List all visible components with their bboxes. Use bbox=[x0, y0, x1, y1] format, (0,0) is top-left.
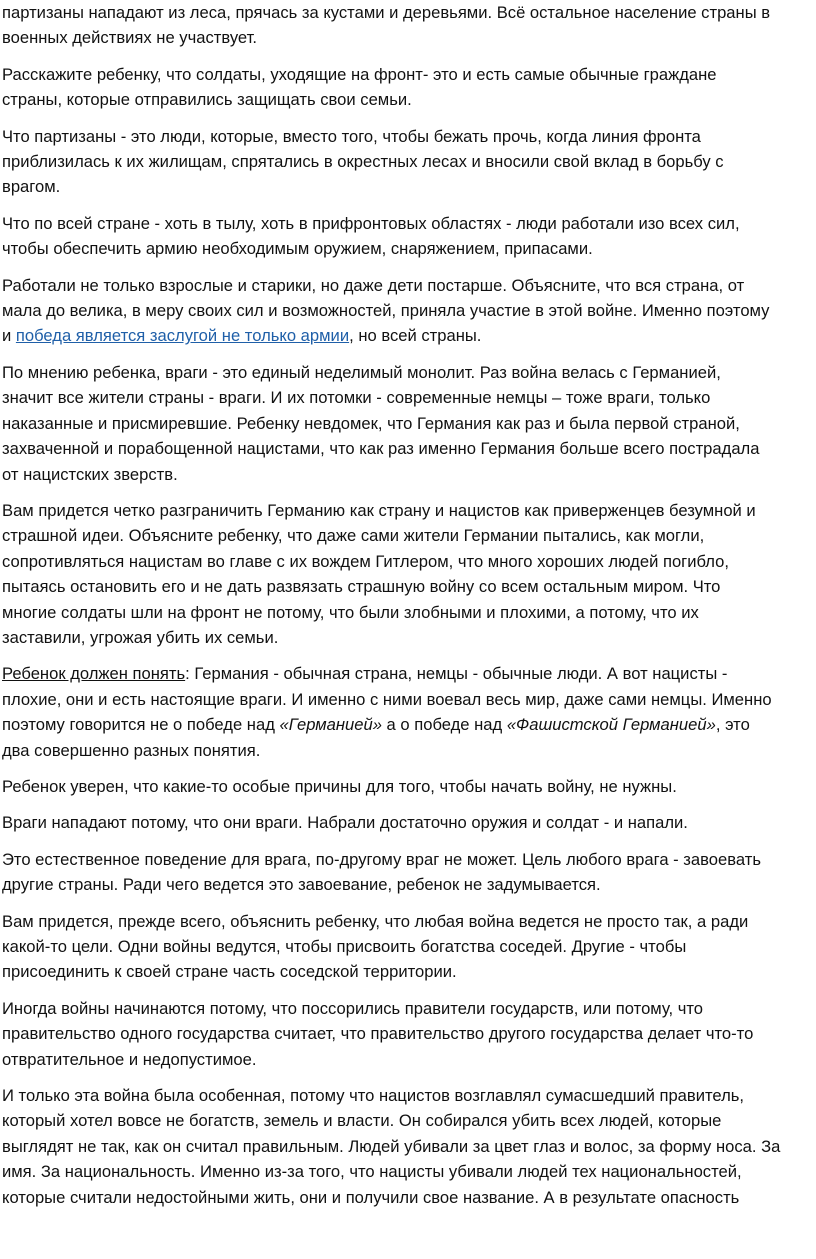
text-fragment: поэтому говорится не о победе над bbox=[2, 715, 280, 735]
text-line: многие солдаты шли на фронт не потому, что были злобными и плохими, а потому, что их bbox=[2, 602, 699, 622]
text-line: партизаны нападают из леса, прячась за кустами и деревьями. Всё остальное население страны в bbox=[2, 3, 771, 22]
text-line: военных действиях не участвует. bbox=[2, 28, 257, 48]
text-line: чтобы обеспечить армию необходимым оружием, снаряжением, припасами. bbox=[2, 239, 593, 259]
victory-link[interactable]: победа является заслугой не только армии bbox=[15, 326, 350, 346]
text-fragment: а о победе над bbox=[381, 715, 507, 735]
paragraph-6 bbox=[2, 360, 816, 487]
text-line: Иногда войны начинаются потому, что поссорились правители государств, или потому, что bbox=[2, 998, 704, 1018]
text-line: отвратительное и недопустимое. bbox=[2, 1049, 257, 1069]
text-line: Расскажите ребенку, что солдаты, уходящие на фронт- это и есть самые обычные граждане bbox=[2, 64, 717, 84]
text-line: другие страны. Ради чего ведется это завоевание, ребенок не задумывается. bbox=[2, 875, 601, 895]
text-line: значит все жители страны - враги. И их потомки - современные немцы – тоже враги, только bbox=[2, 388, 711, 408]
text-line: присоединить к своей стране часть соседской территории. bbox=[2, 962, 457, 982]
text-line bbox=[2, 323, 816, 348]
text-line: мала до велика, в меру своих сил и возможностей, приняла участие в этой войне. Именно поэтому bbox=[2, 301, 770, 321]
text-line: И только эта война была особенная, потому что нацистов возглавлял сумасшедший правитель, bbox=[2, 1086, 745, 1106]
text-line: Вам придется четко разграничить Германию как страну и нацистов как приверженцев безумной и bbox=[2, 500, 756, 520]
text-line: Ребенок уверен, что какие-то особые причины для того, чтобы начать войну, не нужны. bbox=[2, 776, 677, 796]
text-line: которые считали недостойными жить, они и получили свое название. А в результате опасность bbox=[2, 1187, 740, 1207]
text-fragment: , но всей страны. bbox=[349, 326, 482, 346]
text-line: наказанные и присмиревшие. Ребенку невдомек, что Германия как раз и была первой страной, bbox=[2, 413, 740, 433]
text-line: выглядят не так, как он считал правильным. Людей убивали за цвет глаз и волос, за форму носа. За bbox=[2, 1136, 781, 1156]
text-line: Работали не только взрослые и старики, но даже дети постарше. Объясните, что вся страна, от bbox=[2, 275, 745, 295]
paragraph-10 bbox=[2, 810, 816, 835]
text-line: правительство одного государства считает, что правительство другого государства делает что-то bbox=[2, 1024, 754, 1044]
paragraph-5 bbox=[2, 273, 816, 349]
text-line: имя. За национальность. Именно из-за того, что нацисты убивали людей тех национальностей, bbox=[2, 1162, 742, 1182]
text-line: врагом. bbox=[2, 177, 61, 197]
underlined-phrase: Ребенок должен понять bbox=[2, 664, 186, 684]
paragraph-11 bbox=[2, 847, 816, 898]
text-fragment: , это bbox=[715, 715, 750, 735]
paragraph-12 bbox=[2, 909, 816, 985]
text-line: страны, которые отправились защищать свои семьи. bbox=[2, 90, 412, 110]
text-line bbox=[2, 712, 816, 737]
text-line: от нацистских зверств. bbox=[2, 464, 178, 484]
paragraph-2 bbox=[2, 62, 816, 113]
paragraph-13 bbox=[2, 996, 816, 1072]
text-line bbox=[2, 661, 816, 686]
text-fragment: : Германия - обычная страна, немцы - обычные люди. А вот нацисты - bbox=[185, 664, 728, 684]
text-line: сопротивляться нацистам во главе с их вождем Гитлером, что много хороших людей погибло, bbox=[2, 551, 729, 571]
text-line: который хотел вовсе не богатств, земель и власти. Он собирался убить всех людей, которые bbox=[2, 1111, 722, 1131]
text-line: Это естественное поведение для врага, по-другому враг не может. Цель любого врага - завоевать bbox=[2, 849, 761, 869]
text-line: Враги нападают потому, что они враги. Набрали достаточно оружия и солдат - и напали. bbox=[2, 813, 688, 833]
text-line: какой-то цели. Одни войны ведутся, чтобы присвоить богатства соседей. Другие - чтобы bbox=[2, 937, 687, 956]
paragraph-3 bbox=[2, 124, 816, 200]
text-line: Что партизаны - это люди, которые, вместо того, чтобы бежать прочь, когда линия фронта bbox=[2, 126, 701, 146]
paragraph-8 bbox=[2, 661, 816, 763]
text-line: приблизилась к их жилищам, спрятались в окрестных лесах и вносили свой вклад в борьбу с bbox=[2, 152, 724, 172]
text-line: два совершенно разных понятия. bbox=[2, 740, 261, 760]
paragraph-4 bbox=[2, 211, 816, 262]
paragraph-1 bbox=[2, 0, 816, 51]
text-line: захваченной и порабощенной нацистами, что как раз именно Германия больше всего пострадала bbox=[2, 439, 760, 459]
paragraph-9 bbox=[2, 774, 816, 799]
text-line: пытаясь остановить его и не дать развязать страшную войну со всем остальным миром. Что bbox=[2, 577, 721, 597]
paragraph-7 bbox=[2, 498, 816, 650]
italic-phrase: «Фашистской Германией» bbox=[506, 715, 716, 735]
italic-phrase: «Германией» bbox=[279, 715, 382, 735]
text-line: заставили, угрожая убить их семьи. bbox=[2, 627, 279, 647]
text-line: Что по всей стране - хоть в тылу, хоть в прифронтовых областях - люди работали изо всех сил, bbox=[2, 213, 740, 233]
text-line: плохие, они и есть настоящие враги. И именно с ними воевал весь мир, даже сами немцы. Именно bbox=[2, 689, 772, 709]
text-fragment: и bbox=[2, 326, 16, 346]
paragraph-14 bbox=[2, 1083, 816, 1210]
text-line: По мнению ребенка, враги - это единый неделимый монолит. Раз война велась с Германией, bbox=[2, 362, 721, 382]
text-line: страшной идеи. Объясните ребенку, что даже сами жители Германии пытались, как могли, bbox=[2, 526, 705, 546]
text-line: Вам придется, прежде всего, объяснить ребенку, что любая война ведется не просто так, а ради bbox=[2, 911, 749, 931]
